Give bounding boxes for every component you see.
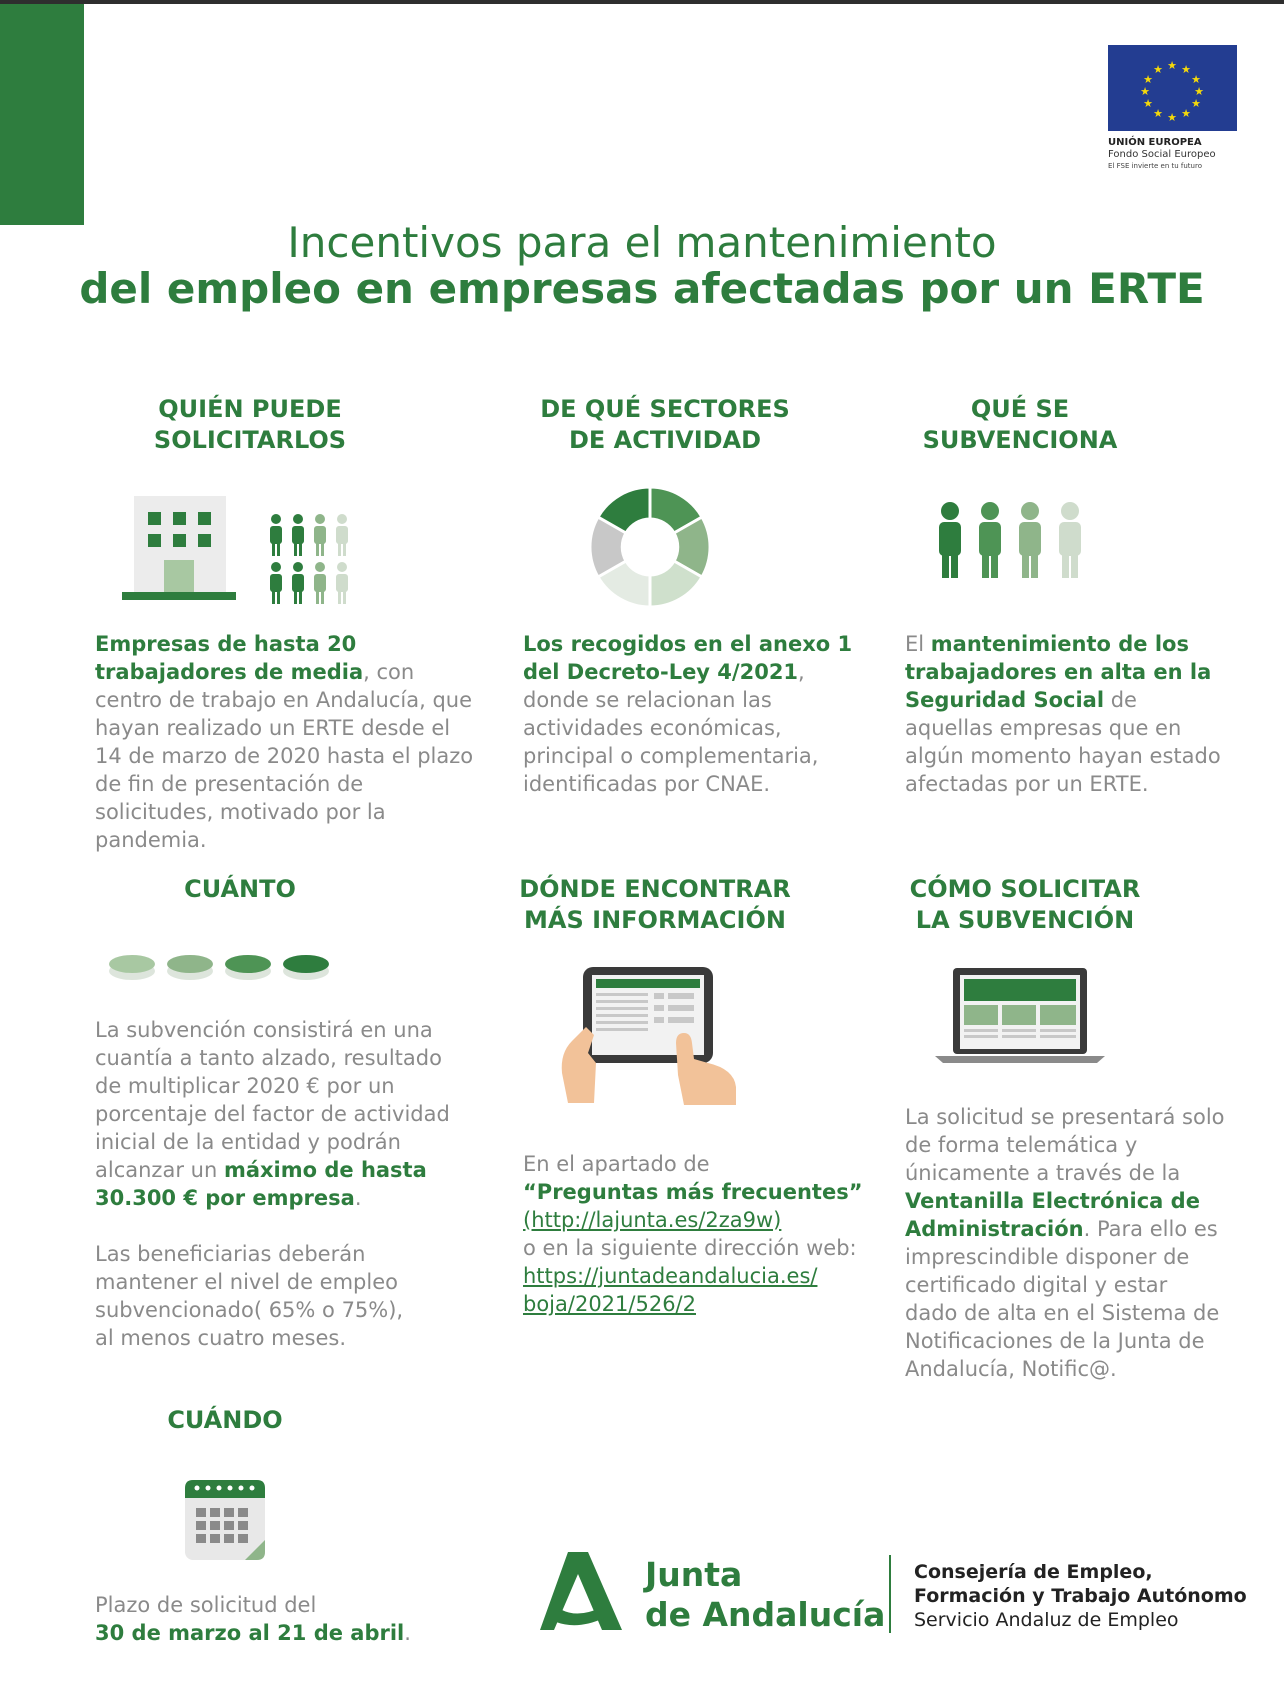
heading-quien-line1: QUIÉN PUEDE bbox=[158, 395, 342, 423]
green-corner-block bbox=[0, 4, 84, 225]
text-quien-bold: Empresas de hasta 20 trabajadores de media bbox=[95, 632, 364, 684]
footer-divider bbox=[889, 1555, 891, 1633]
text-quien bbox=[95, 630, 475, 854]
svg-text:★: ★ bbox=[1194, 85, 1204, 98]
eu-label: UNIÓN EUROPEA bbox=[1108, 137, 1202, 148]
heading-cuando: CUÁNDO bbox=[167, 1406, 283, 1434]
eu-slogan: El FSE invierte en tu futuro bbox=[1108, 162, 1202, 170]
tablet-icon bbox=[558, 963, 743, 1112]
text-cuando-end: . bbox=[404, 1621, 411, 1645]
calendar-icon bbox=[183, 1474, 267, 1566]
text-que bbox=[905, 630, 1225, 798]
svg-text:★: ★ bbox=[1181, 63, 1191, 76]
svg-text:★: ★ bbox=[1191, 97, 1201, 110]
heading-como bbox=[880, 874, 1170, 936]
eu-fund-label: Fondo Social Europeo bbox=[1108, 149, 1216, 160]
text-como-start: La solicitud se presentará solo de forma telemática y únicamente a través de la bbox=[905, 1105, 1225, 1185]
heading-como-line1: CÓMO SOLICITAR bbox=[909, 875, 1141, 903]
text-cuando bbox=[95, 1591, 455, 1647]
text-cuanto-p2: Las beneficiarias deberán mantener el nivel de empleo subvencionado( 65% o 75%), al menos cuatro meses. bbox=[95, 1242, 404, 1350]
eu-logo bbox=[1108, 45, 1240, 171]
link-faq[interactable]: (http://lajunta.es/2za9w) bbox=[523, 1208, 782, 1232]
text-sectores-bold: Los recogidos en el anexo 1 del Decreto-Ley 4/2021 bbox=[523, 632, 853, 684]
text-cuando-intro: Plazo de solicitud del bbox=[95, 1593, 317, 1617]
junta-andalucia-name bbox=[645, 1555, 885, 1635]
heading-como-line2: LA SUBVENCIÓN bbox=[915, 906, 1135, 934]
text-cuanto bbox=[95, 1016, 455, 1212]
workers-icon bbox=[930, 497, 1090, 586]
heading-quien-line2: SOLICITARLOS bbox=[153, 426, 347, 454]
consejeria-line3: Servicio Andaluz de Empleo bbox=[914, 1609, 1179, 1631]
text-quien-rest: , con centro de trabajo en Andalucía, que hayan realizado un ERTE desde el 14 de marzo de 2020 hasta el plazo de fin de presentación de solicitudes, motivado por la pandemia. bbox=[95, 660, 474, 852]
consejeria-line1: Consejería de Empleo, bbox=[914, 1561, 1153, 1583]
coins-icon bbox=[108, 952, 333, 986]
building-and-workers-icon bbox=[122, 492, 362, 616]
svg-text:★: ★ bbox=[1143, 73, 1153, 86]
svg-text:★: ★ bbox=[1140, 85, 1150, 98]
text-donde bbox=[523, 1150, 873, 1318]
svg-text:★: ★ bbox=[1191, 73, 1201, 86]
text-sectores-rest: , donde se relacionan las actividades económicas, principal o complementaria, identificadas por CNAE. bbox=[523, 660, 819, 796]
junta-name-line2: de Andalucía bbox=[645, 1595, 886, 1634]
heading-sectores bbox=[510, 394, 820, 456]
text-donde-faq: “Preguntas más frecuentes” bbox=[523, 1180, 863, 1204]
heading-sectores-line1: DE QUÉ SECTORES bbox=[540, 395, 790, 423]
consejeria-line2: Formación y Trabajo Autónomo bbox=[914, 1585, 1247, 1607]
heading-donde-line1: DÓNDE ENCONTRAR bbox=[519, 875, 791, 903]
text-sectores bbox=[523, 630, 863, 798]
junta-andalucia-logo-icon bbox=[538, 1550, 626, 1636]
text-como-rest: . Para ello es imprescindible disponer de certificado digital y estar dado de alta en el Sistema de Notificaciones de la Junta de Andalucía, Notific@. bbox=[905, 1217, 1220, 1381]
text-cuanto-end: . bbox=[354, 1186, 362, 1210]
link-boja-part1[interactable]: https://juntadeandalucia.es/ bbox=[523, 1264, 818, 1288]
svg-text:★: ★ bbox=[1143, 97, 1153, 110]
text-que-bold: mantenimiento de los trabajadores en alta en la Seguridad Social bbox=[905, 632, 1212, 712]
heading-quien bbox=[100, 394, 400, 456]
top-border bbox=[0, 0, 1284, 4]
laptop-icon bbox=[935, 966, 1105, 1070]
text-donde-intro: En el apartado de bbox=[523, 1152, 710, 1176]
eu-flag-icon bbox=[1108, 45, 1237, 131]
text-cuanto-bold: máximo de hasta 30.300 € por empresa bbox=[95, 1158, 427, 1210]
text-como-bold: Ventanilla Electrónica de Administración bbox=[905, 1189, 1200, 1241]
text-cuanto-start: La subvención consistirá en una cuantía a tanto alzado, resultado de multiplicar 2020 € por un porcentaje del factor de actividad inicial de la entidad y podrán alcanzar un bbox=[95, 1018, 450, 1182]
svg-text:★: ★ bbox=[1167, 111, 1177, 124]
heading-que-line2: SUBVENCIONA bbox=[922, 426, 1118, 454]
svg-text:★: ★ bbox=[1181, 107, 1191, 120]
heading-donde-line2: MÁS INFORMACIÓN bbox=[524, 906, 786, 934]
svg-text:★: ★ bbox=[1153, 63, 1163, 76]
page-title-line2: del empleo en empresas afectadas por un ERTE bbox=[79, 264, 1205, 313]
svg-text:★: ★ bbox=[1167, 59, 1177, 72]
link-boja-part2[interactable]: boja/2021/526/2 bbox=[523, 1292, 696, 1316]
heading-sectores-line2: DE ACTIVIDAD bbox=[568, 426, 762, 454]
heading-cuanto: CUÁNTO bbox=[184, 875, 296, 903]
text-como bbox=[905, 1103, 1225, 1383]
text-donde-web: o en la siguiente dirección web: bbox=[523, 1236, 857, 1260]
svg-text:★: ★ bbox=[1153, 107, 1163, 120]
heading-que bbox=[890, 394, 1150, 456]
heading-que-line1: QUÉ SE bbox=[970, 395, 1070, 423]
consejeria-block bbox=[914, 1560, 1247, 1632]
text-que-rest: de aquellas empresas que en algún momento hayan estado afectadas por un ERTE. bbox=[905, 688, 1221, 796]
junta-name-line1: Junta bbox=[645, 1555, 743, 1594]
text-que-start: El bbox=[905, 632, 931, 656]
donut-chart-icon bbox=[590, 487, 710, 611]
page-title-line1: Incentivos para el mantenimiento bbox=[287, 218, 997, 267]
heading-donde bbox=[505, 874, 805, 936]
text-cuando-dates: 30 de marzo al 21 de abril bbox=[95, 1621, 405, 1645]
